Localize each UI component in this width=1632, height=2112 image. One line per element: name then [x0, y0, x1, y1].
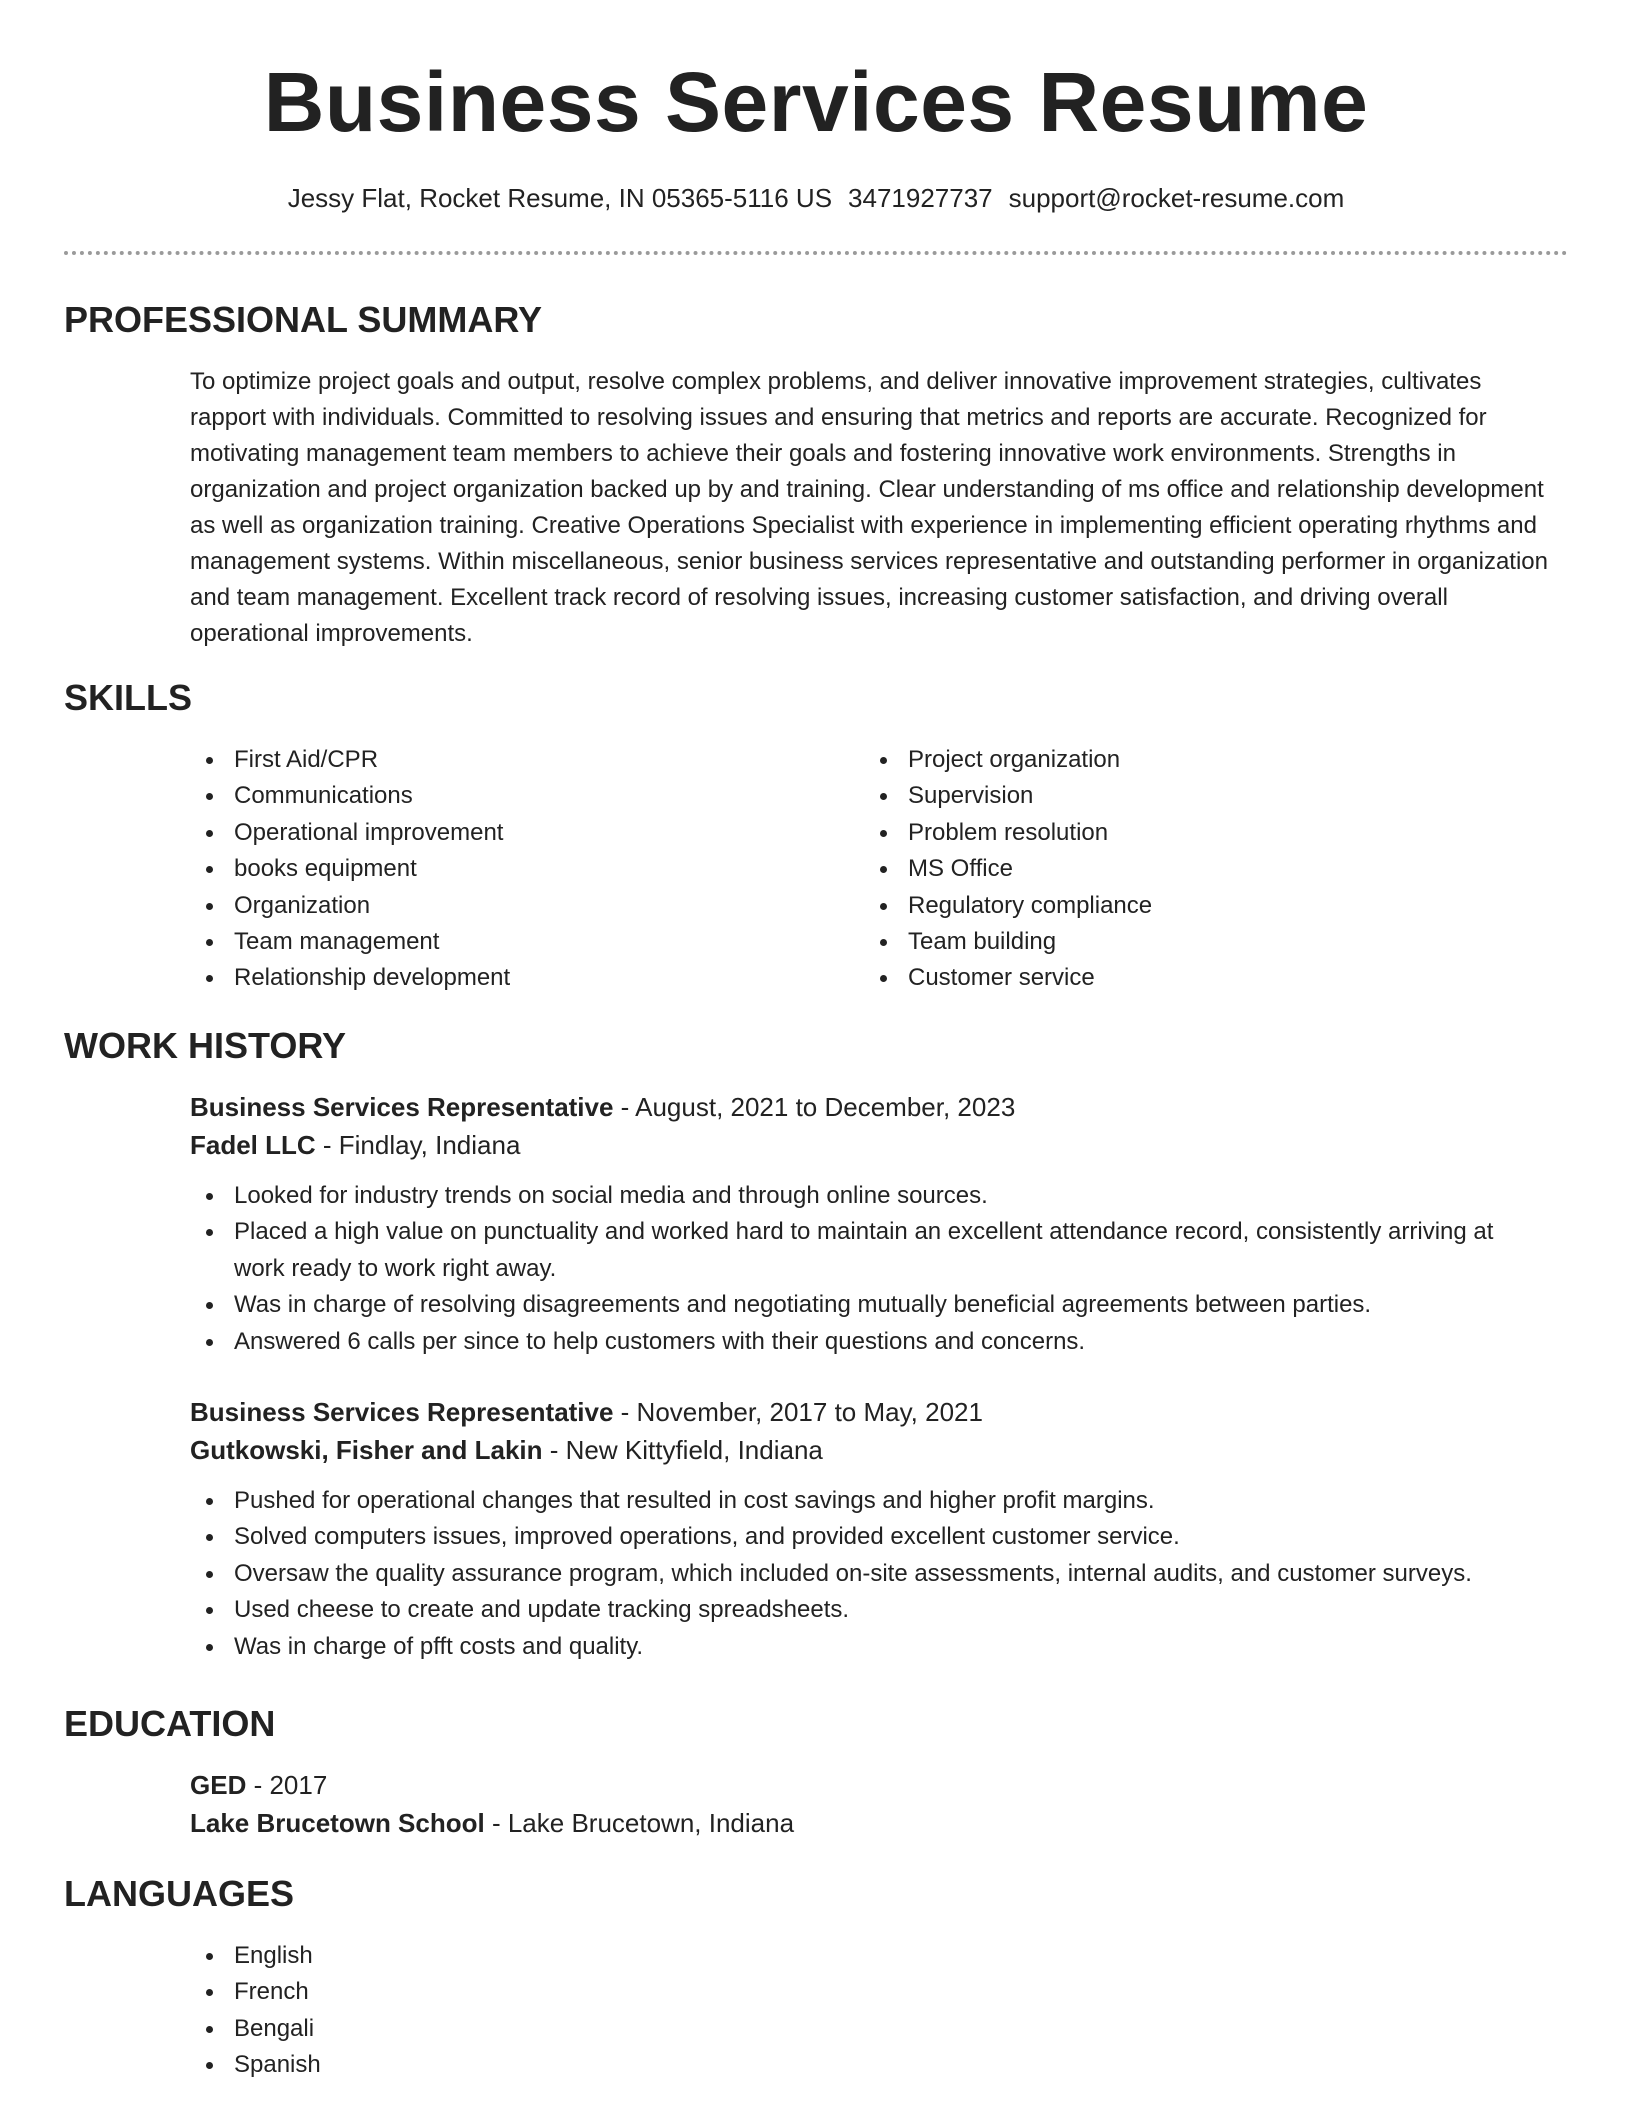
job-location: - New Kittyfield, Indiana: [542, 1435, 823, 1465]
skill-item: Operational improvement: [190, 815, 830, 851]
contact-address: Jessy Flat, Rocket Resume, IN 05365-5116 US: [287, 183, 833, 213]
skill-item: Problem resolution: [864, 815, 1504, 851]
job-title-line: [190, 1393, 1550, 1431]
skill-item: Customer service: [864, 960, 1504, 996]
job-company: Fadel LLC: [190, 1130, 316, 1160]
job-title: Business Services Representative: [190, 1397, 614, 1427]
skill-item: Team management: [190, 924, 830, 960]
education-location: - Lake Brucetown, Indiana: [484, 1808, 795, 1838]
contact-email: support@rocket-resume.com: [1008, 183, 1345, 213]
skills-heading: SKILLS: [64, 677, 193, 718]
job-bullets: [190, 1483, 1550, 1665]
skill-item: Supervision: [864, 778, 1504, 814]
skill-item: Regulatory compliance: [864, 888, 1504, 924]
job-company-line: [190, 1126, 1550, 1164]
job-bullet: Was in charge of pfft costs and quality.: [190, 1629, 1550, 1665]
work-section: [64, 1024, 1568, 1068]
summary-text: To optimize project goals and output, resolve complex problems, and deliver innovative improvement strategies, cultivates rapport with individuals. Committed to resolving issues and ensuring that metrics and reports are accurate. Recognized for motivating management team members to achieve their goals and fostering innovative work environments. Strengths in organization and project organization backed up by and training. Clear understanding of ms office and relationship development as well as organization training. Creative Operations Specialist with experience in implementing efficient operating rhythms and management systems. Within miscellaneous, senior business services representative and outstanding performer in organization and team management. Excellent track record of resolving issues, increasing customer satisfaction, and driving overall operational improvements.: [190, 368, 1549, 647]
resume-title: Business Services Resume: [263, 55, 1369, 149]
skill-item: MS Office: [864, 851, 1504, 887]
job-bullet: Answered 6 calls per since to help customers with their questions and concerns.: [190, 1324, 1550, 1360]
job-entry: [190, 1088, 1550, 1164]
language-item: French: [190, 1974, 1550, 2010]
skill-item: Team building: [864, 924, 1504, 960]
education-year: - 2017: [246, 1770, 328, 1800]
language-item: Spanish: [190, 2047, 1550, 2083]
skill-item: First Aid/CPR: [190, 742, 830, 778]
skills-section: [64, 676, 1568, 720]
language-item: Bengali: [190, 2011, 1550, 2047]
education-degree: GED: [190, 1770, 247, 1800]
job-bullet: Was in charge of resolving disagreements and negotiating mutually beneficial agreements between parties.: [190, 1287, 1550, 1323]
education-entry: [190, 1766, 1550, 1842]
education-heading: EDUCATION: [64, 1703, 276, 1744]
contact-line: [0, 180, 1632, 216]
education-school: Lake Brucetown School: [190, 1808, 485, 1838]
job-entry: [190, 1393, 1550, 1469]
job-dates: - August, 2021 to December, 2023: [613, 1092, 1016, 1122]
skill-item: Organization: [190, 888, 830, 924]
languages-heading: LANGUAGES: [64, 1873, 295, 1914]
job-location: - Findlay, Indiana: [315, 1130, 521, 1160]
job-dates: - November, 2017 to May, 2021: [613, 1397, 983, 1427]
job-company-line: [190, 1431, 1550, 1469]
job-bullet: Pushed for operational changes that resulted in cost savings and higher profit margins.: [190, 1483, 1550, 1519]
job-bullet: Oversaw the quality assurance program, which included on-site assessments, internal audits, and customer surveys.: [190, 1556, 1550, 1592]
job-bullet: Looked for industry trends on social media and through online sources.: [190, 1178, 1550, 1214]
job-bullet: Used cheese to create and update tracking spreadsheets.: [190, 1592, 1550, 1628]
header-divider: [64, 251, 1568, 255]
skills-left-column: [190, 742, 830, 997]
education-degree-line: [190, 1766, 1550, 1804]
job-bullet: Solved computers issues, improved operations, and provided excellent customer service.: [190, 1519, 1550, 1555]
summary-body: [190, 364, 1550, 652]
languages-list: [190, 1938, 1550, 2084]
job-title-line: [190, 1088, 1550, 1126]
education-school-line: [190, 1804, 1550, 1842]
education-section: [64, 1702, 1568, 1746]
contact-phone: 3471927737: [848, 183, 993, 213]
summary-section: [64, 298, 1568, 342]
work-heading: WORK HISTORY: [64, 1025, 347, 1066]
languages-section: [64, 1872, 1568, 1916]
skill-item: Communications: [190, 778, 830, 814]
job-bullet: Placed a high value on punctuality and worked hard to maintain an excellent attendance record, consistently arriving at work ready to work right away.: [190, 1214, 1550, 1287]
summary-heading: PROFESSIONAL SUMMARY: [64, 299, 543, 340]
job-bullets: [190, 1178, 1550, 1360]
job-company: Gutkowski, Fisher and Lakin: [190, 1435, 543, 1465]
job-title: Business Services Representative: [190, 1092, 614, 1122]
skill-item: Relationship development: [190, 960, 830, 996]
skill-item: books equipment: [190, 851, 830, 887]
language-item: English: [190, 1938, 1550, 1974]
skills-right-column: [864, 742, 1504, 997]
skill-item: Project organization: [864, 742, 1504, 778]
